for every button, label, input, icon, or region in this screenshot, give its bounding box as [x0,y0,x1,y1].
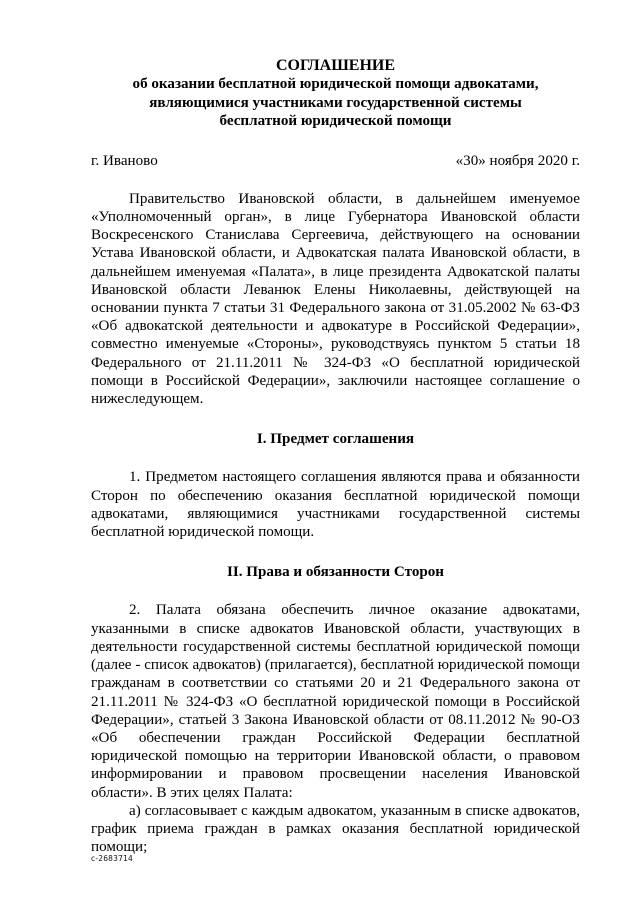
intro-paragraph: Правительство Ивановской области, в дальнейшем именуемое «Уполномоченный орган», в лице Губернатора Ивановской области Воскресенского Станислава Сергеевича, действующего на основании Устава Ивановской области, и Адвокатская палата Ивановской области, в дальнейшем именуемая «Палата», в лице президента Адвокатской палаты Ивановской области Леванюк Елены Николаевны, действующей на основании пункта 7 статьи 31 Федерального закона от 31.05.2002 № 63-ФЗ «Об адвокатской деятельности и адвокатуре в Российской Федерации», совместно именуемые «Стороны», руководствуясь пунктом 5 статьи 18 Федерального от 21.11.2011 № 324-ФЗ «О бесплатной юридической помощи в Российской Федерации», заключили настоящее соглашение о нижеследующем. [91,190,580,408]
document-body [91,57,580,856]
document-subtitle-line: являющимися участниками государственной системы [149,94,522,111]
section-2-item-a: а) согласовывает с каждым адвокатом, указанным в списке адвокатов, график приема граждан в рамках оказания бесплатной юридической помощи; [91,802,580,856]
document-date: «30» ноября 2020 г. [455,152,580,169]
document-title: СОГЛАШЕНИЕ [275,57,396,74]
section-2-paragraph-2: 2. Палата обязана обеспечить личное оказание адвокатами, указанными в списке адвокатов Ивановской области, участвующих в деятельности государственной системы бесплатной юридической помощи (далее - список адвокатов) (прилагается), бесплатной юридической помощи гражданам в соответствии со статьями 20 и 21 Федерального закона от 21.11.2011 № 324-ФЗ «О бесплатной юридической помощи в Российской Федерации», статьей 3 Закона Ивановской области от 08.11.2012 № 90-ОЗ «Об обеспечении граждан Российской Федерации бесплатной юридической помощью на территории Ивановской области, о правовом информировании и правовом просвещении населения Ивановской области». В этих целях Палата: [91,602,580,801]
section-2-title: II. Права и обязанности Сторон [226,564,445,581]
document-subtitle-line: бесплатной юридической помощи [219,113,452,130]
document-footer-code: c-2683714 [91,854,134,863]
document-subtitle-line: об оказании бесплатной юридической помощи адвокатами, [132,76,539,93]
document-place: г. Иваново [91,152,158,169]
place-date-row [91,152,580,170]
section-1-title: I. Предмет соглашения [256,431,415,448]
section-1-paragraph-1: 1. Предметом настоящего соглашения являются права и обязанности Сторон по обеспечению оказания бесплатной юридической помощи адвокатами, являющимися участниками государственной системы бесплатной юридической помощи. [91,469,580,541]
document-title-block [91,57,580,131]
